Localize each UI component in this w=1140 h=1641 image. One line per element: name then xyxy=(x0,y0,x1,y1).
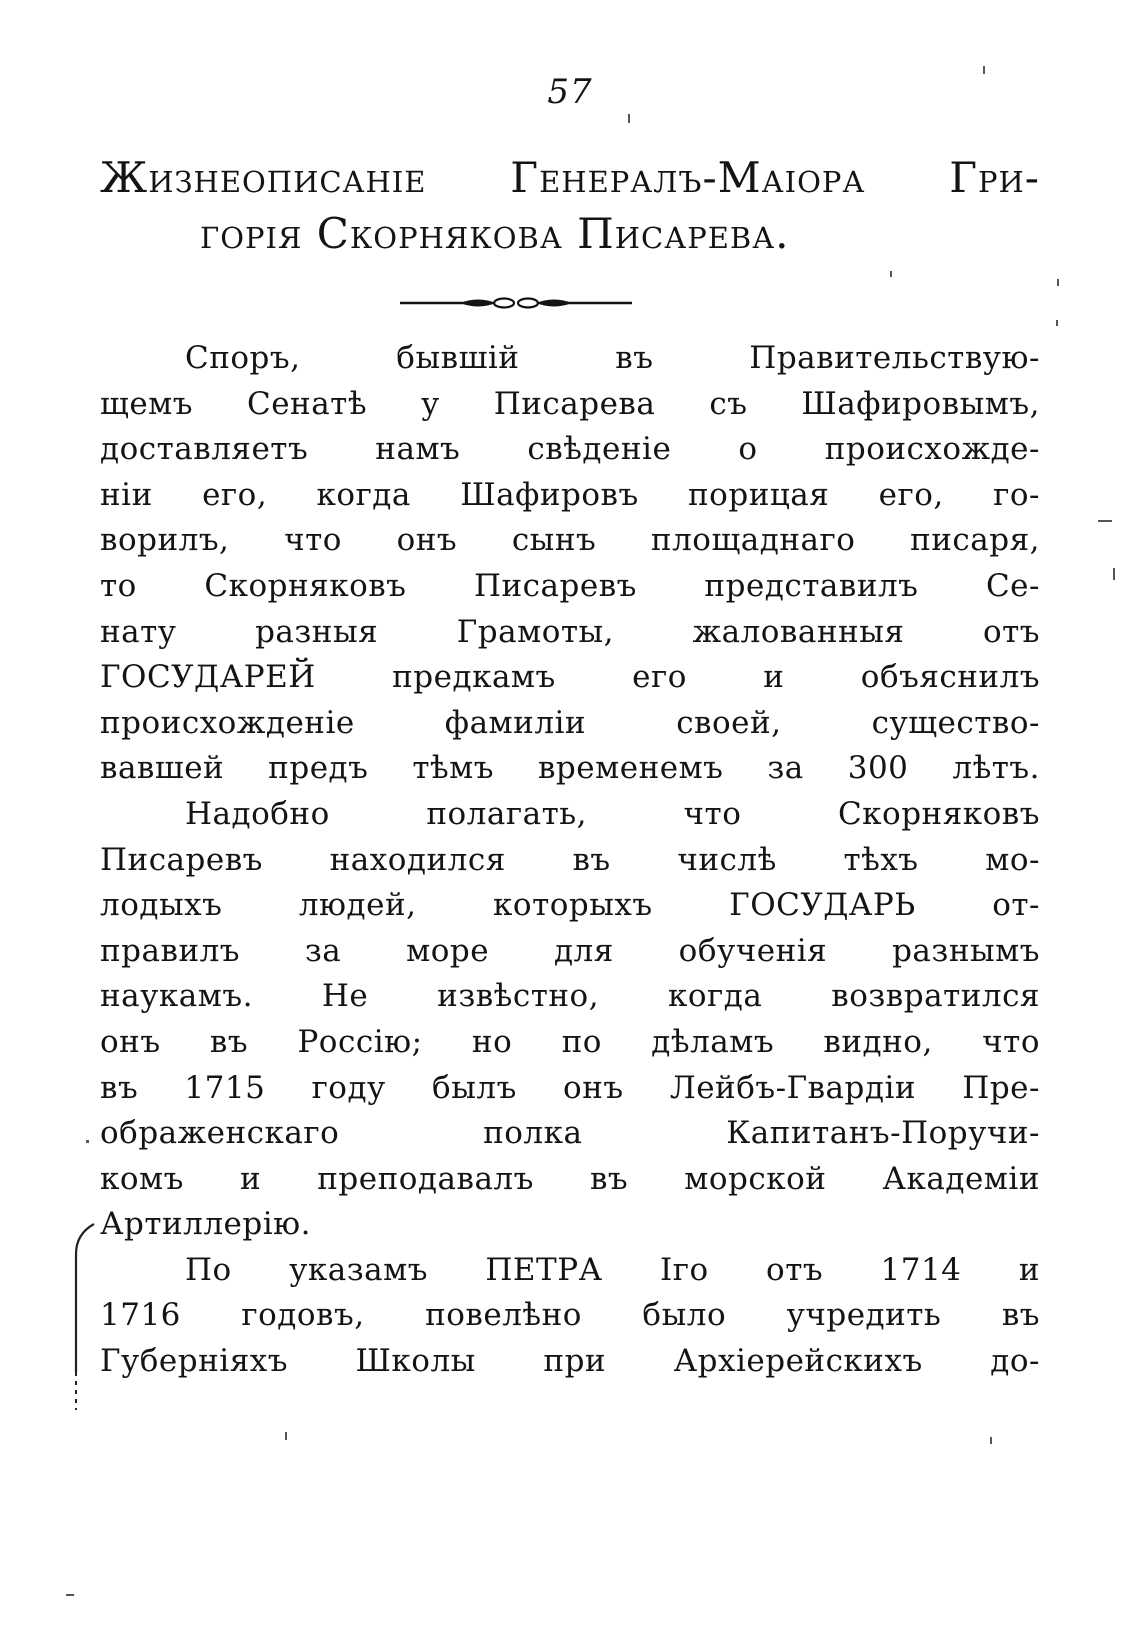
text-line: вавшей предъ тѣмъ временемъ за 300 лѣтъ. xyxy=(100,750,1040,787)
scan-speck xyxy=(990,1437,992,1444)
text-line: По указамъ ПЕТРА Iго отъ 1714 и xyxy=(185,1251,1040,1288)
text-line: комъ и преподавалъ въ морской Академіи xyxy=(100,1160,1040,1197)
text-line: ображенскаго полка Капитанъ-Поручи- xyxy=(100,1115,1040,1152)
text-line: Споръ, бывшій въ Правительствую- xyxy=(185,340,1040,376)
scan-speck xyxy=(1057,279,1059,286)
scan-speck xyxy=(628,114,630,123)
text-line: доставляетъ намъ свѣденіе о происхожде- xyxy=(100,431,1040,468)
chapter-title xyxy=(100,150,1040,262)
margin-bracket-mark-icon xyxy=(66,1222,96,1412)
text-line: нату разныя Грамоты, жалованныя отъ xyxy=(100,613,1040,650)
text-line: въ 1715 году былъ онъ Лейбъ-Гвардіи Пре- xyxy=(100,1069,1040,1106)
scan-speck xyxy=(66,1594,74,1596)
text-line: ніи его, когда Шафировъ порицая его, го- xyxy=(100,476,1040,513)
ornamental-rule-icon xyxy=(400,296,632,310)
page-number: 57 xyxy=(547,72,593,112)
body-text xyxy=(100,336,1040,1385)
scan-speck xyxy=(890,271,892,277)
scan-speck xyxy=(86,1140,89,1143)
scan-speck xyxy=(1056,320,1058,326)
text-line: наукамъ. Не извѣстно, когда возвратился xyxy=(100,978,1040,1015)
scan-speck xyxy=(1098,520,1112,522)
text-line: Надобно полагать, что Скорняковъ xyxy=(185,795,1040,832)
chapter-title-line: горія Скорнякова Писарева. xyxy=(200,209,790,258)
text-line: щемъ Сенатѣ у Писарева съ Шафировымъ, xyxy=(100,385,1040,422)
text-line: ворилъ, что онъ сынъ площаднаго писаря, xyxy=(100,522,1040,559)
text-line: 1716 годовъ, повелѣно было учредить въ xyxy=(100,1297,1040,1334)
text-line: Артиллерію. xyxy=(100,1206,311,1243)
scan-speck xyxy=(285,1432,287,1440)
text-line: ГОСУДАРЕЙ предкамъ его и объяснилъ xyxy=(100,659,1040,696)
text-line: правилъ за море для обученія разнымъ xyxy=(100,932,1040,969)
chapter-title-line: Жизнеописаніе Генералъ-Маіора Гри- xyxy=(100,153,1040,202)
text-line: Губерніяхъ Школы при Архіерейскихъ до- xyxy=(100,1343,1040,1380)
text-line: онъ въ Россію; но по дѣламъ видно, что xyxy=(100,1023,1040,1060)
text-line: происхожденіе фамиліи своей, существо- xyxy=(100,704,1040,741)
text-line: то Скорняковъ Писаревъ представилъ Се- xyxy=(100,567,1040,604)
text-line: лодыхъ людей, которыхъ ГОСУДАРЬ от- xyxy=(100,887,1040,924)
text-line: Писаревъ находился въ числѣ тѣхъ мо- xyxy=(100,841,1040,878)
scan-speck xyxy=(983,66,985,74)
scan-speck xyxy=(1113,568,1115,580)
